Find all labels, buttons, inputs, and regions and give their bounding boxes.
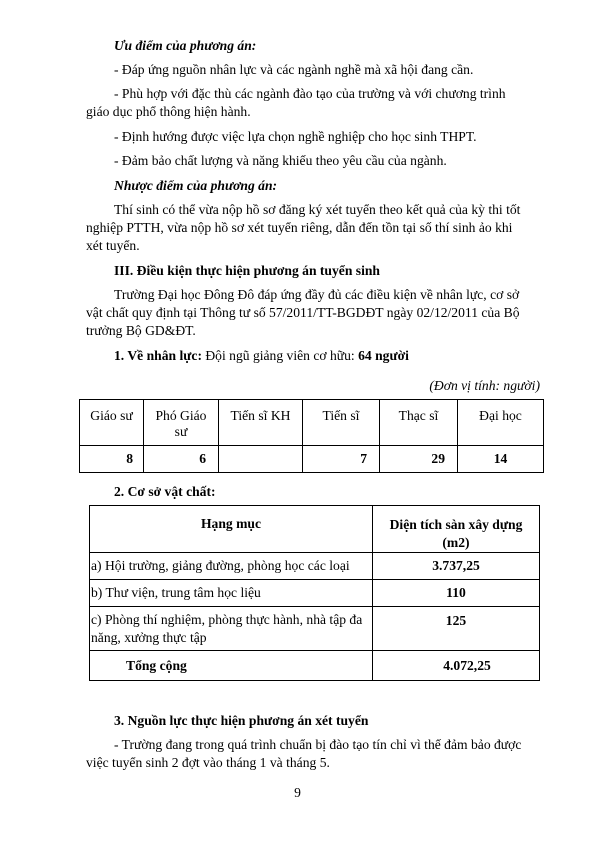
resources-line: việc tuyển sinh 2 đợt vào tháng 1 và tháng 5. xyxy=(86,755,330,770)
advantages-heading: Ưu điểm của phương án: xyxy=(114,38,257,53)
header-cell: Đại học xyxy=(458,400,544,446)
advantage-item: - Phù hợp với đặc thù các ngành đào tạo của trường và với chương trình xyxy=(114,86,506,101)
value-cell: 14 xyxy=(458,446,544,473)
staff-heading-label: 1. Về nhân lực: xyxy=(114,348,202,363)
staff-heading-count: 64 người xyxy=(358,348,409,363)
staff-heading xyxy=(114,347,409,365)
disadvantages-heading: Nhược điểm của phương án: xyxy=(114,178,278,193)
header-cell: Thạc sĩ xyxy=(380,400,458,446)
section-paragraph-line: trưởng Bộ GD&ĐT. xyxy=(86,323,196,338)
facility-area: 3.737,25 xyxy=(373,553,540,580)
disadvantage-line: xét tuyển. xyxy=(86,238,140,253)
category-header: Hạng mục xyxy=(90,506,373,553)
facility-row xyxy=(90,553,540,580)
section-paragraph-line: Trường Đại học Đông Đô đáp ứng đầy đủ các điều kiện về nhân lực, cơ sở xyxy=(114,287,520,302)
facility-area: 110 xyxy=(373,580,540,607)
disadvantage-line: nghiệp PTTH, vừa nộp hồ sơ xét tuyển riêng, dẫn đến tồn tại số thí sinh ảo khi xyxy=(86,220,513,235)
resources-heading: 3. Nguồn lực thực hiện phương án xét tuyển xyxy=(114,713,369,728)
area-header xyxy=(373,506,540,553)
header-cell: Giáo sư xyxy=(80,400,144,446)
staff-header-row xyxy=(80,400,544,446)
facility-name: c) Phòng thí nghiệm, phòng thực hành, nhà tập đa năng, xưởng thực tập xyxy=(90,607,373,651)
value-cell xyxy=(219,446,303,473)
advantage-item: - Đáp ứng nguồn nhân lực và các ngành nghề mà xã hội đang cần. xyxy=(114,62,474,77)
area-header-text: Diện tích sàn xây dựng (m2) xyxy=(389,517,523,550)
facilities-heading: 2. Cơ sở vật chất: xyxy=(114,484,216,499)
total-value: 4.072,25 xyxy=(373,651,540,681)
header-cell: Tiến sĩ xyxy=(303,400,380,446)
staff-heading-text: Đội ngũ giảng viên cơ hữu: xyxy=(201,348,359,363)
advantage-item: - Đảm bảo chất lượng và năng khiếu theo yêu cầu của ngành. xyxy=(114,153,447,168)
value-cell: 7 xyxy=(303,446,380,473)
total-label: Tổng cộng xyxy=(90,651,373,681)
facility-total-row xyxy=(90,651,540,681)
facility-row xyxy=(90,607,540,651)
header-cell xyxy=(144,400,219,446)
value-cell: 29 xyxy=(380,446,458,473)
header-cell: Tiến sĩ KH xyxy=(219,400,303,446)
unit-note: (Đơn vị tính: người) xyxy=(429,378,540,393)
facility-name: a) Hội trường, giảng đường, phòng học các loại xyxy=(90,553,373,580)
resources-line: - Trường đang trong quá trình chuẩn bị đào tạo tín chỉ vì thế đảm bảo được xyxy=(114,737,522,752)
disadvantage-line: Thí sinh có thể vừa nộp hồ sơ đăng ký xét tuyển theo kết quả của kỳ thi tốt xyxy=(114,202,521,217)
page-number: 9 xyxy=(294,785,301,800)
header-cell-text: Phó Giáo sư xyxy=(155,408,207,439)
value-cell: 6 xyxy=(144,446,219,473)
staff-table xyxy=(79,399,544,473)
facilities-header-row xyxy=(90,506,540,553)
facility-area: 125 xyxy=(373,607,540,651)
advantage-item: - Định hướng được việc lựa chọn nghề nghiệp cho học sinh THPT. xyxy=(114,129,477,144)
section-paragraph-line: vật chất quy định tại Thông tư số 57/2011/TT-BGDĐT ngày 02/12/2011 của Bộ xyxy=(86,305,520,320)
staff-value-row xyxy=(80,446,544,473)
facilities-table xyxy=(89,505,540,681)
advantage-item-continued: giáo dục phổ thông hiện hành. xyxy=(86,104,251,119)
facility-name: b) Thư viện, trung tâm học liệu xyxy=(90,580,373,607)
value-cell: 8 xyxy=(80,446,144,473)
facility-row xyxy=(90,580,540,607)
section-heading: III. Điều kiện thực hiện phương án tuyển sinh xyxy=(114,263,380,278)
